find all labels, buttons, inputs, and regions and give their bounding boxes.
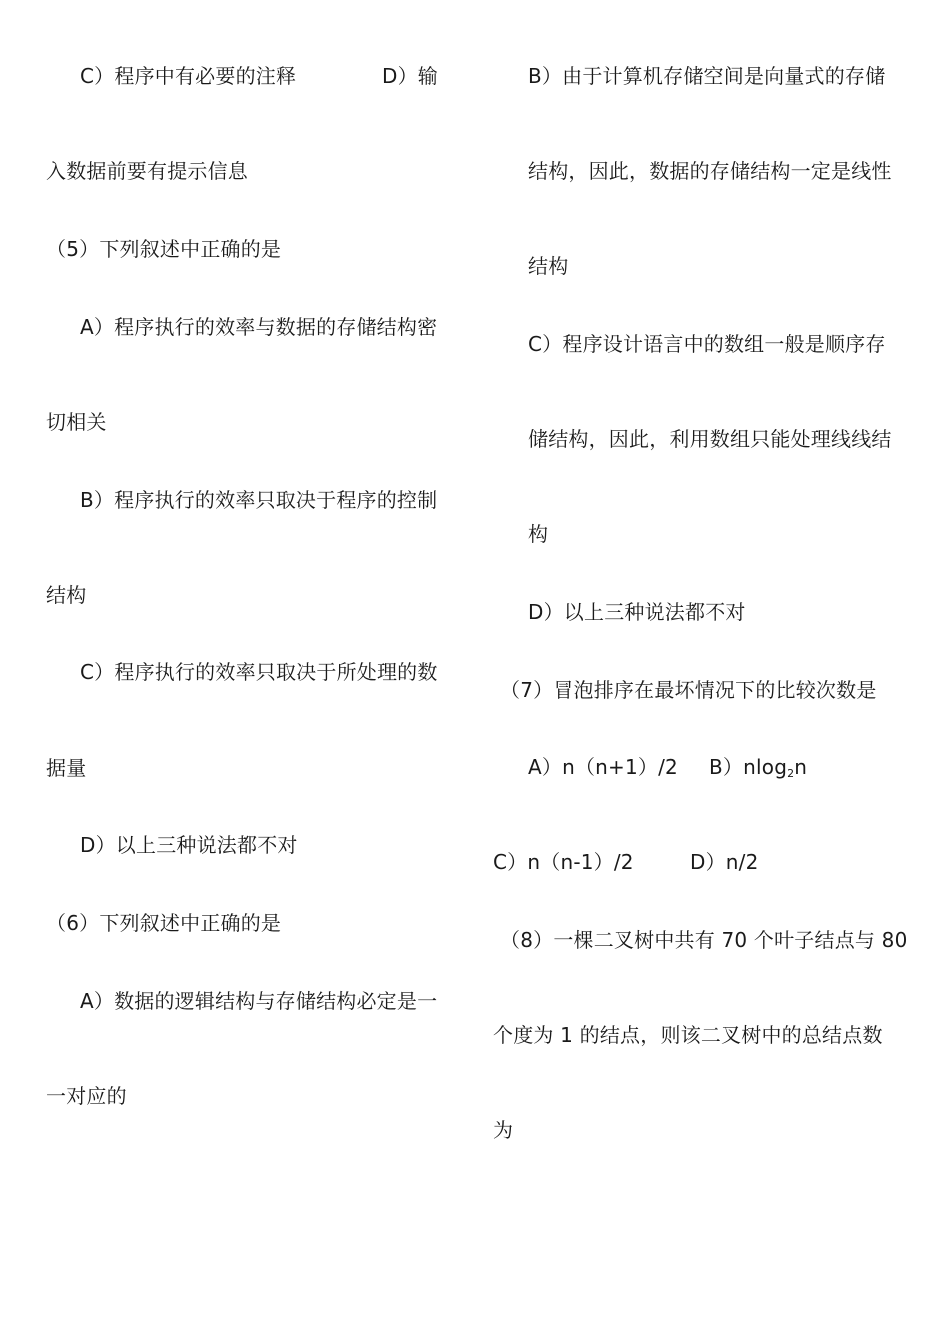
q7-option-d: D）n/2 <box>690 850 759 874</box>
right-column <box>475 0 950 1344</box>
question-5: （5）下列叙述中正确的是 <box>46 237 282 261</box>
q6-option-b: B）由于计算机存储空间是向量式的存储 <box>528 64 886 88</box>
q5-option-a: A）程序执行的效率与数据的存储结构密 <box>80 315 438 339</box>
q7-option-b-subscript: 2 <box>787 767 795 780</box>
q7-option-b <box>709 755 807 779</box>
q7-option-b-tail: n <box>794 755 808 779</box>
q7-option-a: A）n（n+1）/2 <box>528 755 678 779</box>
q6-option-a: A）数据的逻辑结构与存储结构必定是一 <box>80 989 438 1013</box>
q5-option-a-continued: 切相关 <box>46 410 107 434</box>
q6-option-b-continued-2: 结构 <box>528 254 569 278</box>
q6-option-d: D）以上三种说法都不对 <box>528 600 746 624</box>
q7-option-b-text: B）nlog <box>709 755 788 779</box>
q7-option-c: C）n（n-1）/2 <box>493 850 634 874</box>
q5-option-b: B）程序执行的效率只取决于程序的控制 <box>80 488 438 512</box>
q5-option-c-continued: 据量 <box>46 756 87 780</box>
q6-option-a-continued: 一对应的 <box>46 1084 127 1108</box>
q6-option-b-continued: 结构，因此，数据的存储结构一定是线性 <box>528 159 892 183</box>
q6-option-c-continued-2: 构 <box>528 522 549 546</box>
q6-option-c: C）程序设计语言中的数组一般是顺序存 <box>528 332 886 356</box>
question-8-continued: 个度为 1 的结点，则该二叉树中的总结点数 <box>493 1023 883 1047</box>
q5-option-d: D）以上三种说法都不对 <box>80 833 298 857</box>
q4-option-d-continued: 入数据前要有提示信息 <box>46 159 248 183</box>
q6-option-c-continued: 储结构，因此，利用数组只能处理线线结 <box>528 427 892 451</box>
q4-option-c: C）程序中有必要的注释 <box>80 64 297 88</box>
question-8: （8）一棵二叉树中共有 70 个叶子结点与 80 <box>500 928 908 952</box>
question-6: （6）下列叙述中正确的是 <box>46 911 282 935</box>
q5-option-b-continued: 结构 <box>46 583 87 607</box>
q5-option-c: C）程序执行的效率只取决于所处理的数 <box>80 660 438 684</box>
q4-option-d: D）输 <box>382 64 439 88</box>
question-8-continued-2: 为 <box>493 1118 514 1142</box>
question-7: （7）冒泡排序在最坏情况下的比较次数是 <box>500 678 877 702</box>
